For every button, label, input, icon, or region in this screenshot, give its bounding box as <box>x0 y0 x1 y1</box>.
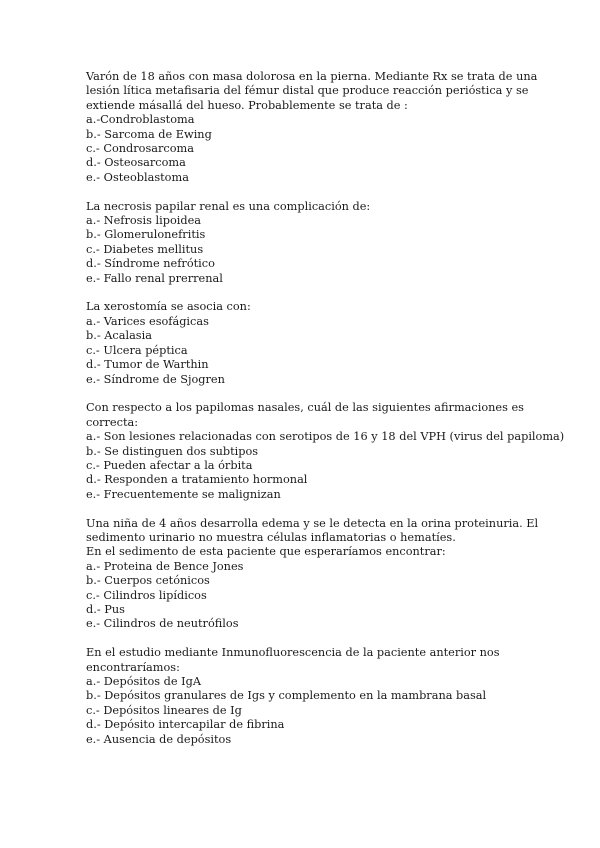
question-text: Varón de 18 años con masa dolorosa en la pierna. Mediante Rx se trata de una <box>86 70 538 83</box>
answer-option-e: e.- Frecuentemente se malignizan <box>86 487 281 501</box>
answer-option-e: e.- Fallo renal prerrenal <box>86 271 223 285</box>
document-page <box>86 70 565 761</box>
answer-option-c: c.- Diabetes mellitus <box>86 242 204 256</box>
question-text: encontraríamos: <box>86 660 180 674</box>
answer-option-b: b.- Acalasia <box>86 329 152 343</box>
answer-option-a: a.-Condroblastoma <box>86 113 195 127</box>
answer-option-c: c.- Pueden afectar a la órbita <box>86 458 253 472</box>
question-text: Con respecto a los papilomas nasales, cuál de las siguientes afirmaciones es <box>86 401 524 415</box>
question-text: La necrosis papilar renal es una complicación de: <box>86 199 371 213</box>
answer-option-e: e.- Ausencia de depósitos <box>86 732 232 746</box>
answer-option-b: b.- Glomerulonefritis <box>86 228 206 242</box>
answer-option-d: d.- Responden a tratamiento hormonal <box>86 473 308 487</box>
answer-option-c: c.- Cilindros lipídicos <box>86 588 207 602</box>
answer-option-b: b.- Sarcoma de Ewing <box>86 127 212 141</box>
question-text: En el estudio mediante Inmunofluorescencia de la paciente anterior nos <box>86 646 500 660</box>
answer-option-d: d.- Osteosarcoma <box>86 156 186 170</box>
question-text: En el sedimento de esta paciente que esperaríamos encontrar: <box>86 545 446 559</box>
answer-option-d: d.- Síndrome nefrótico <box>86 257 215 271</box>
question-text: sedimento urinario no muestra células inflamatorias o hematíes. <box>86 530 456 544</box>
answer-option-b: b.- Depósitos granulares de Igs y complemento en la mambrana basal <box>86 689 487 703</box>
answer-option-e: e.- Cilindros de neutrófilos <box>86 617 239 631</box>
answer-option-a: a.- Son lesiones relacionadas con serotipos de 16 y 18 del VPH (virus del papiloma) <box>86 430 565 444</box>
answer-option-a: a.- Varices esofágicas <box>86 314 209 328</box>
question-6 <box>86 646 526 747</box>
question-text: correcta: <box>86 415 139 429</box>
answer-option-b: b.- Cuerpos cetónicos <box>86 574 210 588</box>
answer-option-e: e.- Osteoblastoma <box>86 170 189 184</box>
question-text: lesión lítica metafisaria del fémur distal que produce reacción perióstica y se <box>86 84 529 98</box>
question-5 <box>86 516 539 632</box>
question-text: extiende másallá del hueso. Probablemente se trata de : <box>86 98 408 112</box>
question-text: La xerostomía se asocia con: <box>86 300 251 314</box>
answer-option-a: a.- Depósitos de IgA <box>86 674 202 688</box>
answer-option-a: a.- Proteina de Bence Jones <box>86 559 244 573</box>
answer-option-b: b.- Se distinguen dos subtipos <box>86 444 259 458</box>
question-4 <box>86 401 565 502</box>
question-1 <box>86 70 538 185</box>
answer-option-d: d.- Pus <box>86 602 125 616</box>
answer-option-c: c.- Condrosarcoma <box>86 142 194 156</box>
answer-option-e: e.- Síndrome de Sjogren <box>86 372 225 386</box>
answer-option-c: c.- Depósitos lineares de Ig <box>86 703 242 717</box>
answer-option-d: d.- Tumor de Warthin <box>86 358 209 372</box>
answer-option-c: c.- Ulcera péptica <box>86 343 188 357</box>
answer-option-a: a.- Nefrosis lipoidea <box>86 214 202 228</box>
question-text: Una niña de 4 años desarrolla edema y se le detecta en la orina proteinuria. El <box>86 516 539 530</box>
question-2 <box>86 200 526 286</box>
question-3 <box>86 300 526 386</box>
answer-option-d: d.- Depósito intercapilar de fibrina <box>86 718 285 732</box>
